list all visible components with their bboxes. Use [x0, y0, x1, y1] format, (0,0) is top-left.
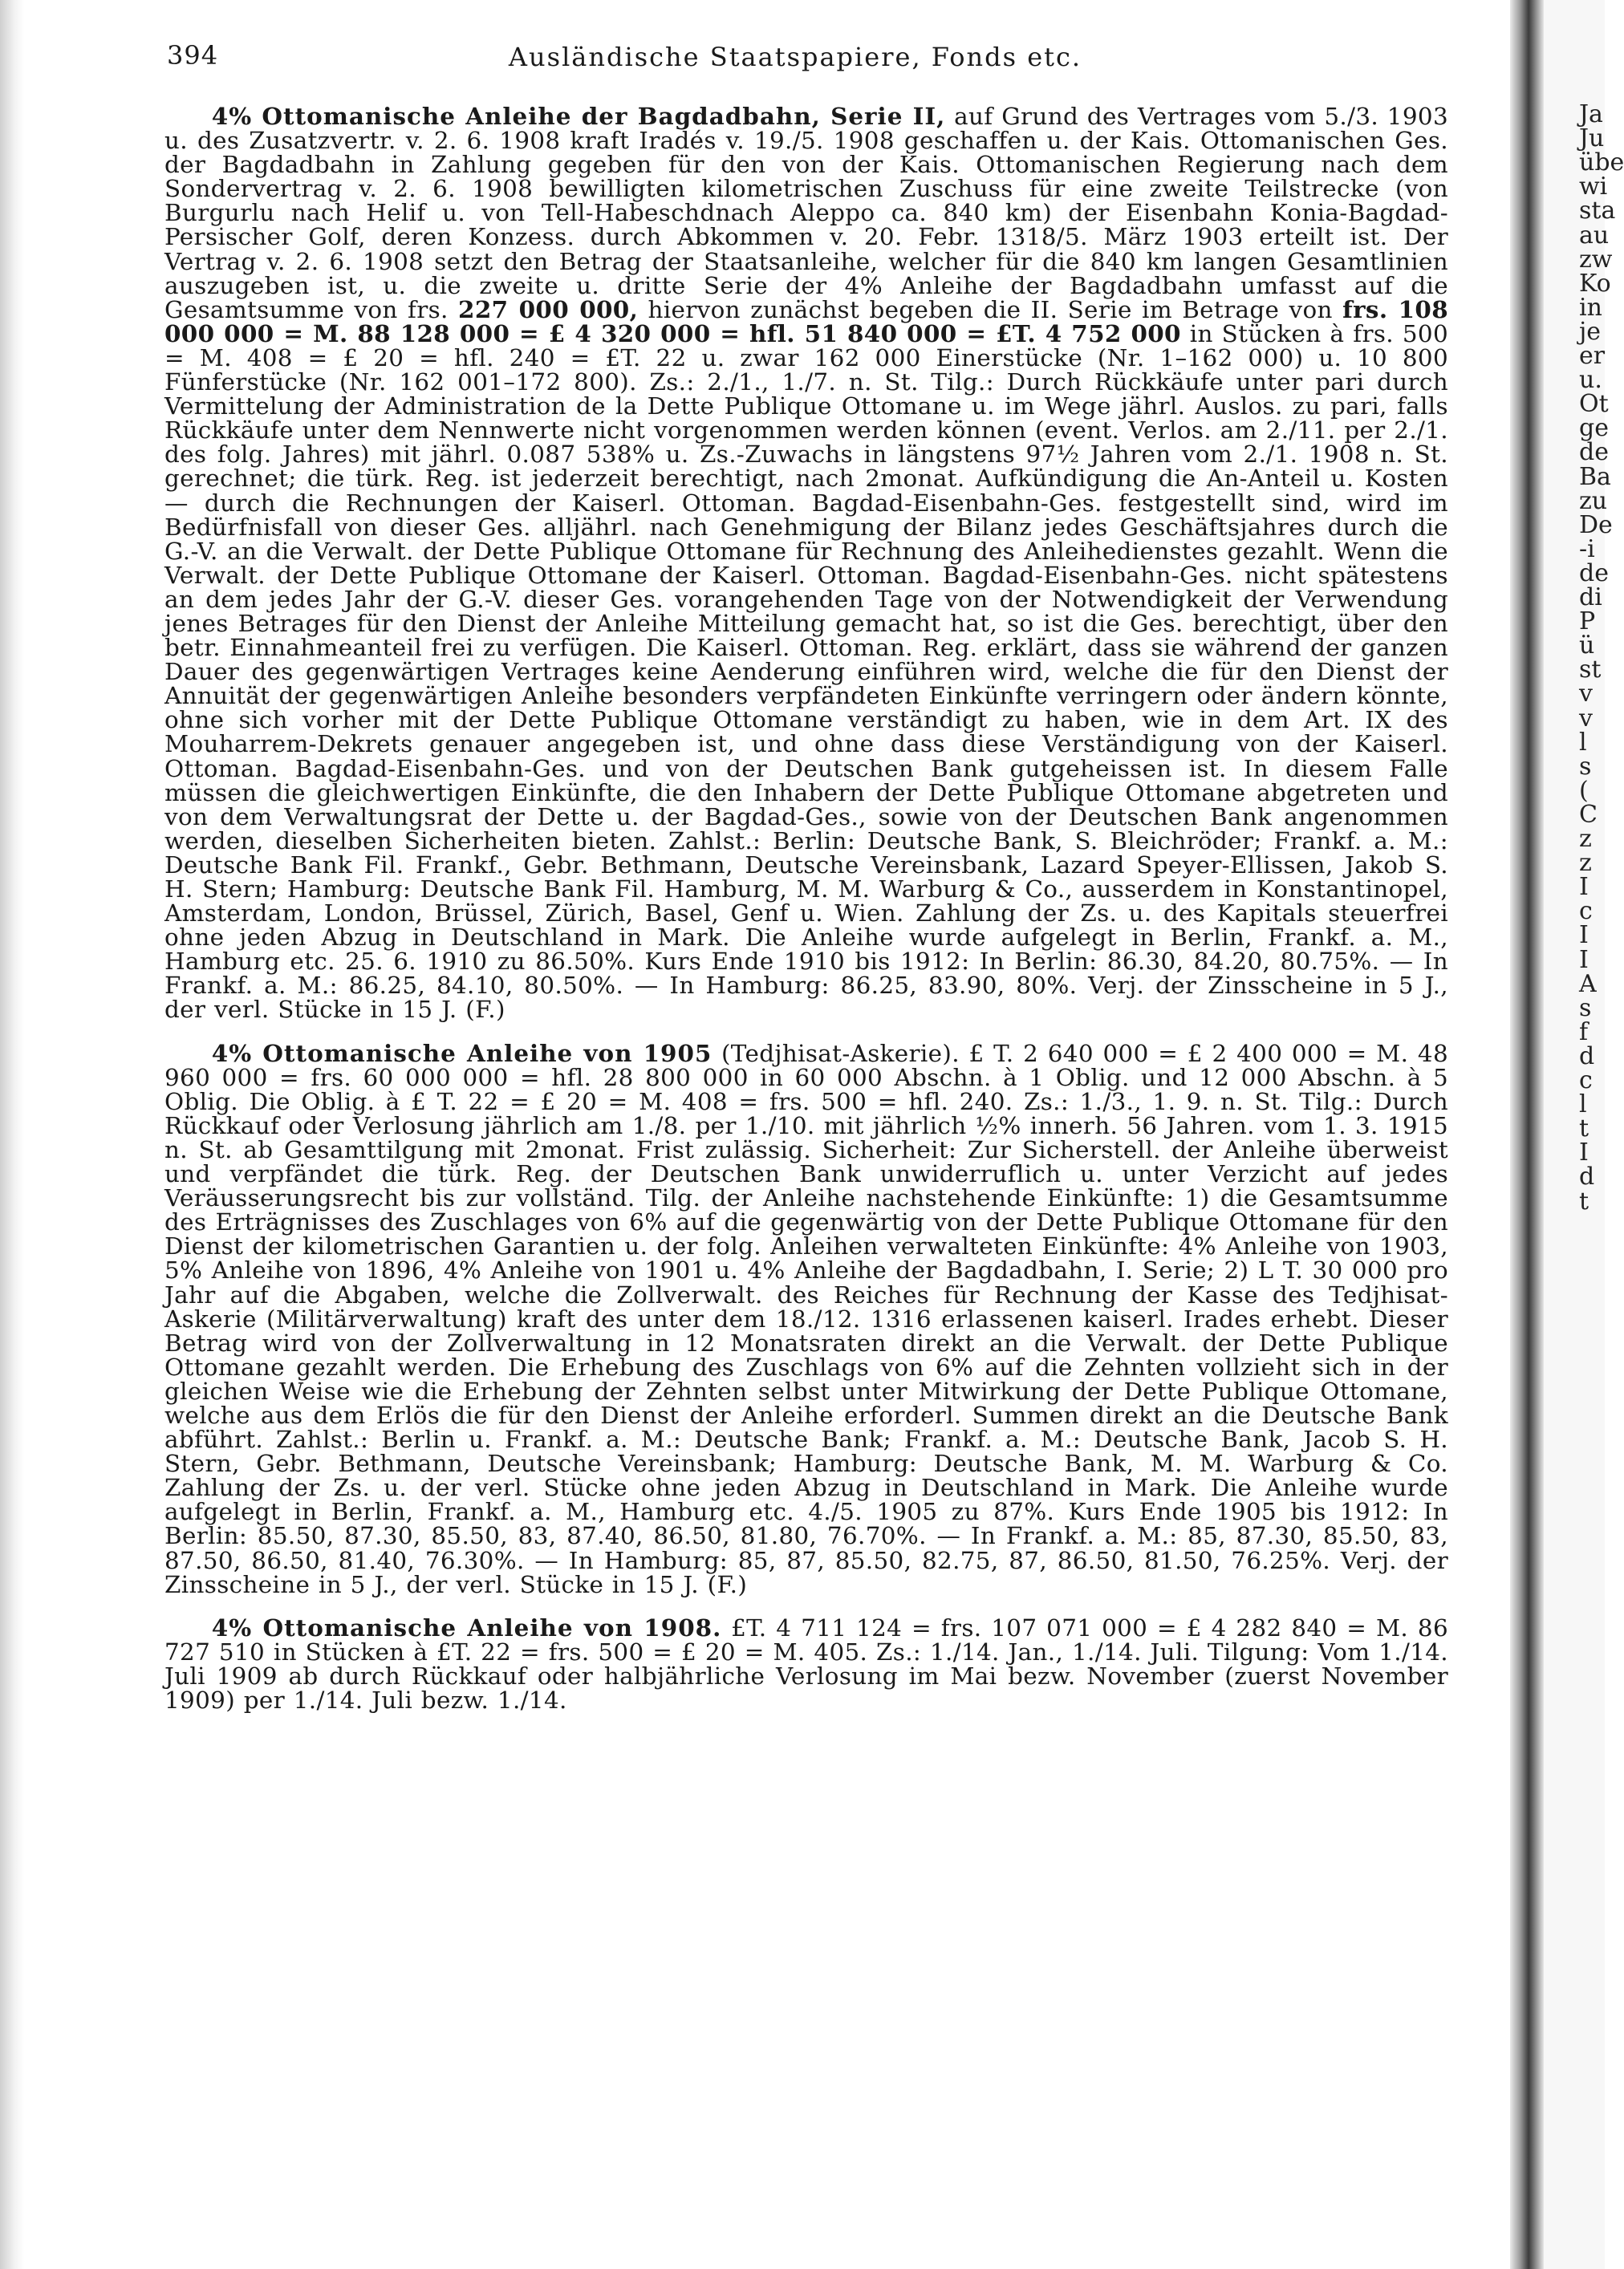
entry-text: in Stücken à frs. 500 = M. 408 = £ 20 = hfl. 240 = £T. 22 u. zwar 162 000 Einerstücke (Nr. 1–162 000) u. 10 800 Fünferstücke (Nr. 162 001–172 800). Zs.: 2./1., 1./7. n. St. Tilg.: Durch Rückkäufe unter pari durch Vermittelung der Administration de la Dette Publique Ottomane u. im Wege jährl. Auslos. zu pari, falls Rückkäufe unter dem Nennwerte nicht vorgenommen werden können (event. Verlos. am 2./11. per 2./1. des folg. Jahres) mit jährl. 0.087 538% u. Zs.-Zuwachs in längstens 97½ Jahren vom 2./1. 1908 n. St. gerechnet; die türk. Reg. ist jederzeit berechtigt, nach 2monat. Aufkündigung die An-Anteil u. Kosten — durch die Rechnungen der Kaiserl. Ottoman. Bagdad-Eisenbahn-Ges. festgestellt sind, wird im Bedürfnisfall von dieser Ges. alljährl. nach Genehmigung der Bilanz jedes Geschäftsjahres durch die G.-V. an die Verwalt. der Dette Publique Ottomane für Rechnung des Anleihedienstes gezahlt. Wenn die Verwalt. der Dette Publique Ottomane der Kaiserl. Ottoman. Bagdad-Eisenbahn-Ges. nicht spätestens an dem jedes Jahr der G.-V. dieser Ges. vorangehenden Tage von der Notwendigkeit der Verwendung jenes Betrages für den Dienst der Anleihe Mitteilung gemacht hat, so ist die Ges. berechtigt, über den betr. Einnahmeanteil frei zu verfügen. Die Kaiserl. Ottoman. Reg. erklärt, dass sie während der ganzen Dauer des gegenwärtigen Vertrages keine Aenderung einführen wird, welche die für den Dienst der Annuität der gegenwärtigen Anleihe besonders verpfändeten Einkünfte verringern oder ändern könnte, ohne sich vorher mit der Dette Publique Ottomane verständigt zu haben, wie in dem Art. IX des Mouharrem-Dekrets genauer angegeben ist, und ohne dass diese Verständigung von der Kaiserl. Ottoman. Bagdad-Eisenbahn-Ges. und von der Deutschen Bank gutgeheissen ist. In diesem Falle müssen die gleichwertigen Einkünfte, die den Inhabern der Dette Publique Ottomane abgetreten und von dem Verwaltungsrat der Dette u. der Bagdad-Ges., sowie von der Deutschen Bank angenommen werden, dieselben Sicherheiten bieten. Zahlst.: Berlin: Deutsche Bank, S. Bleichröder; Frankf. a. M.: Deutsche Bank Fil. Frankf., Gebr. Bethmann, Deutsche Vereinsbank, Lazard Speyer-Ellissen, Jakob S. H. Stern; Hamburg: Deutsche Bank Fil. Hamburg, M. M. Warburg & Co., ausserdem in Konstantinopel, Amsterdam, London, Brüssel, Zürich, Basel, Genf u. Wien. Zahlung der Zs. u. des Kapitals steuerfrei ohne jeden Abzug in Deutschland in Mark. Die Anleihe wurde aufgelegt in Berlin, Frankf. a. M., Hamburg etc. 25. 6. 1910 zu 86.50%. Kurs Ende 1910 bis 1912: In Berlin: 86.30, 84.20, 80.75%. — In Frankf. a. M.: 86.25, 84.10, 80.50%. — In Hamburg: 86.25, 83.90, 80%. Verj. der Zinsscheine in 5 J., der verl. Stücke in 15 J. (F.)	[164, 319, 1448, 1024]
adjacent-page-fragment: st	[1579, 656, 1602, 684]
entry-title: 4% Ottomanische Anleihe der Bagdadbahn, Serie II,	[211, 102, 946, 130]
adjacent-page-fragment: -i	[1579, 534, 1595, 563]
running-head: Ausländische Staatspapiere, Fonds etc.	[508, 42, 1082, 72]
adjacent-page-fragment: I	[1579, 945, 1589, 974]
adjacent-page-fragment: de	[1579, 558, 1609, 587]
adjacent-page-fragment: übe	[1579, 148, 1624, 177]
adjacent-page-fragment: v	[1579, 680, 1593, 708]
adjacent-page-fragment: in	[1579, 293, 1602, 322]
adjacent-page-fragment: zu	[1579, 486, 1608, 515]
book-gutter	[1510, 0, 1544, 2269]
adjacent-page-fragment: Ot	[1579, 390, 1609, 419]
adjacent-page-fragment: d	[1579, 1163, 1595, 1191]
adjacent-page-fragment: (	[1579, 776, 1589, 805]
adjacent-page-fragment: ge	[1579, 414, 1609, 443]
adjacent-page-fragment: s	[1579, 993, 1592, 1022]
adjacent-page-fragment: I	[1579, 873, 1589, 902]
adjacent-page-fragment: f	[1579, 1017, 1589, 1046]
entry-text: £T. 4 711 124 = frs. 107 071 000 = £ 4 282 840 = M. 86 727 510 in Stücken à £T. 22 = frs. 500 = £ 20 = M. 405. Zs.: 1./14. Jan., 1./14. Juli. Tilgung: Vom 1./14. Juli 1909 ab durch Rückkauf oder halbjährliche Verlosung im Mai bezw. November (zuerst November 1909) per 1./14. Juli bezw. 1./14.	[164, 1613, 1449, 1714]
adjacent-page-fragment: u.	[1579, 366, 1602, 395]
adjacent-page-fragment: sta	[1579, 197, 1616, 225]
page-body	[164, 104, 1448, 1731]
entry-text: auf Grund des Vertrages vom 5./3. 1903 u. des Zusatzvertr. v. 2. 6. 1908 kraft Iradés v. 19./5. 1908 geschaffen u. der Kais. Ottomanischen Ges. der Bagdadbahn in Zahlung gegeben für den von der Kais. Ottomanischen Regierung nach dem Sondervertrag v. 2. 6. 1908 bewilligten kilometrischen Zuschuss für eine zweite Teilstrecke (von Burgurlu nach Helif u. von Tell-Habeschdnach Aleppo ca. 840 km) der Eisenbahn Konia-Bagdad-Persischer Golf, deren Konzess. durch Abkommen v. 20. Febr. 1318/5. März 1903 erteilt ist. Der Vertrag v. 2. 6. 1908 setzt den Betrag der Staatsanleihe, welcher für die 840 km langen Gesamtlinien auszugeben ist, u. die zweite u. dritte Serie der 4% Anleihe der Bagdadbahn umfasst auf die Gesamtsumme von frs.	[164, 103, 1448, 323]
entry-amount-series: frs. 108 000 000 = M. 88 128 000 = £ 4 320 000 = hfl. 51 840 000 = £T. 4 752 000	[164, 294, 1448, 347]
adjacent-page-fragment: Ko	[1579, 269, 1611, 298]
entry-bagdadbahn-serie-ii	[164, 104, 1448, 1022]
adjacent-page-fragment: l	[1579, 1090, 1587, 1119]
page-number: 394	[167, 40, 219, 71]
adjacent-page-fragment: di	[1579, 583, 1602, 611]
entry-anleihe-1908	[164, 1613, 1449, 1714]
adjacent-page-fragment: z	[1579, 825, 1592, 853]
adjacent-page-fragment: Ba	[1579, 462, 1611, 491]
adjacent-page-fragment: c	[1579, 897, 1593, 926]
adjacent-page-fragment: je	[1579, 317, 1602, 346]
adjacent-page-fragment: v	[1579, 704, 1593, 733]
adjacent-page-fragment: P	[1579, 607, 1596, 636]
adjacent-page-fragment: de	[1579, 438, 1609, 467]
entry-anleihe-1905	[164, 1038, 1448, 1598]
adjacent-page-fragment: A	[1579, 969, 1597, 998]
adjacent-page-edge	[1544, 0, 1624, 2269]
adjacent-page-fragment: I	[1579, 1139, 1589, 1167]
adjacent-page-fragment: er	[1579, 342, 1606, 370]
entry-text: hiervon zunächst begeben die II. Serie im Betrage von	[638, 295, 1343, 323]
adjacent-page-fragment: t	[1579, 1114, 1589, 1143]
entry-title: 4% Ottomanische Anleihe von 1905	[211, 1038, 713, 1067]
adjacent-page-fragment: I	[1579, 921, 1589, 950]
adjacent-page-fragment: au	[1579, 221, 1610, 250]
adjacent-page-fragment: ü	[1579, 631, 1595, 660]
adjacent-page-fragment: De	[1579, 510, 1613, 539]
entry-amount-total: 227 000 000,	[458, 294, 639, 323]
adjacent-page-fragment: t	[1579, 1187, 1589, 1216]
entry-title: 4% Ottomanische Anleihe von 1908.	[211, 1613, 722, 1642]
adjacent-page-fragment: zw	[1579, 245, 1613, 274]
adjacent-page-fragment: c	[1579, 1066, 1593, 1094]
adjacent-page-fragment: wi	[1579, 173, 1608, 201]
adjacent-page-fragment: Ju	[1579, 124, 1605, 153]
adjacent-page-fragment: s	[1579, 752, 1592, 781]
adjacent-page-fragment: l	[1579, 728, 1587, 757]
page-header	[141, 40, 1449, 88]
adjacent-page-fragment: d	[1579, 1041, 1595, 1070]
adjacent-page-fragment: z	[1579, 849, 1592, 878]
adjacent-page-fragment: Ja	[1579, 100, 1603, 128]
adjacent-page-fragment: C	[1579, 800, 1598, 829]
scan-edge-left	[0, 0, 24, 2269]
entry-text: (Tedjhisat-Askerie). £ T. 2 640 000 = £ 2 400 000 = M. 48 960 000 = frs. 60 000 000 = hfl. 28 800 000 in 60 000 Abschn. à 1 Oblig. und 12 000 Abschn. à 5 Oblig. Die Oblig. à £ T. 22 = £ 20 = M. 408 = frs. 500 = hfl. 240. Zs.: 1./3., 1. 9. n. St. Tilg.: Durch Rückkauf oder Verlosung jährlich am 1./8. per 1./10. mit jährlich ½% innerh. 56 Jahren. vom 1. 3. 1915 n. St. ab Gesamttilgung mit 2monat. Frist zulässig. Sicherheit: Zur Sicherstell. der Anleihe überweist und verpfändet die türk. Reg. der Deutschen Bank unwiderruflich u. unter Verzicht auf jedes Veräusserungsrecht bis zur vollständ. Tilg. der Anleihe nachstehende Einkünfte: 1) die Gesamtsumme des Erträgnisses des Zuschlages von 6% auf die gegenwärtig von der Dette Publique Ottomane für den Dienst der kilometrischen Garantien u. der folg. Anleihen verwalteten Einkünfte: 4% Anleihe von 1903, 5% Anleihe von 1896, 4% Anleihe von 1901 u. 4% Anleihe der Bagdadbahn, I. Serie; 2) L T. 30 000 pro Jahr auf die Abgaben, welche die Zollverwalt. des Reiches für Rechnung der Kasse des Tedjhisat-Askerie (Militärverwaltung) kraft des unter dem 18./12. 1316 erlassenen kaiserl. Irades erhebt. Dieser Betrag wird von der Zollverwaltung in 12 Monatsraten direkt an die Verwalt. der Dette Publique Ottomane gezahlt werden. Die Erhebung des Zuschlags von 6% auf die Zehnten vollzieht sich in der gleichen Weise wie die Erhebung der Zehnten selbst unter Mitwirkung der Dette Publique Ottomane, welche aus dem Erlös die für den Dienst der Anleihe erforderl. Summen direkt an die Deutsche Bank abführt. Zahlst.: Berlin u. Frankf. a. M.: Deutsche Bank; Frankf. a. M.: Deutsche Bank, Jacob S. H. Stern, Gebr. Bethmann, Deutsche Vereinsbank; Hamburg: Deutsche Bank, M. M. Warburg & Co. Zahlung der Zs. u. der verl. Stücke ohne jeden Abzug in Deutschland in Mark. Die Anleihe wurde aufgelegt in Berlin, Frankf. a. M., Hamburg etc. 4./5. 1905 zu 87%. Kurs Ende 1905 bis 1912: In Berlin: 85.50, 87.30, 85.50, 83, 87.40, 86.50, 81.80, 76.70%. — In Frankf. a. M.: 85, 87.30, 85.50, 83, 87.50, 86.50, 81.40, 76.30%. — In Hamburg: 85, 87, 85.50, 82.75, 87, 86.50, 81.50, 76.25%. Verj. der Zinsscheine in 5 J., der verl. Stücke in 15 J. (F.)	[164, 1039, 1448, 1598]
